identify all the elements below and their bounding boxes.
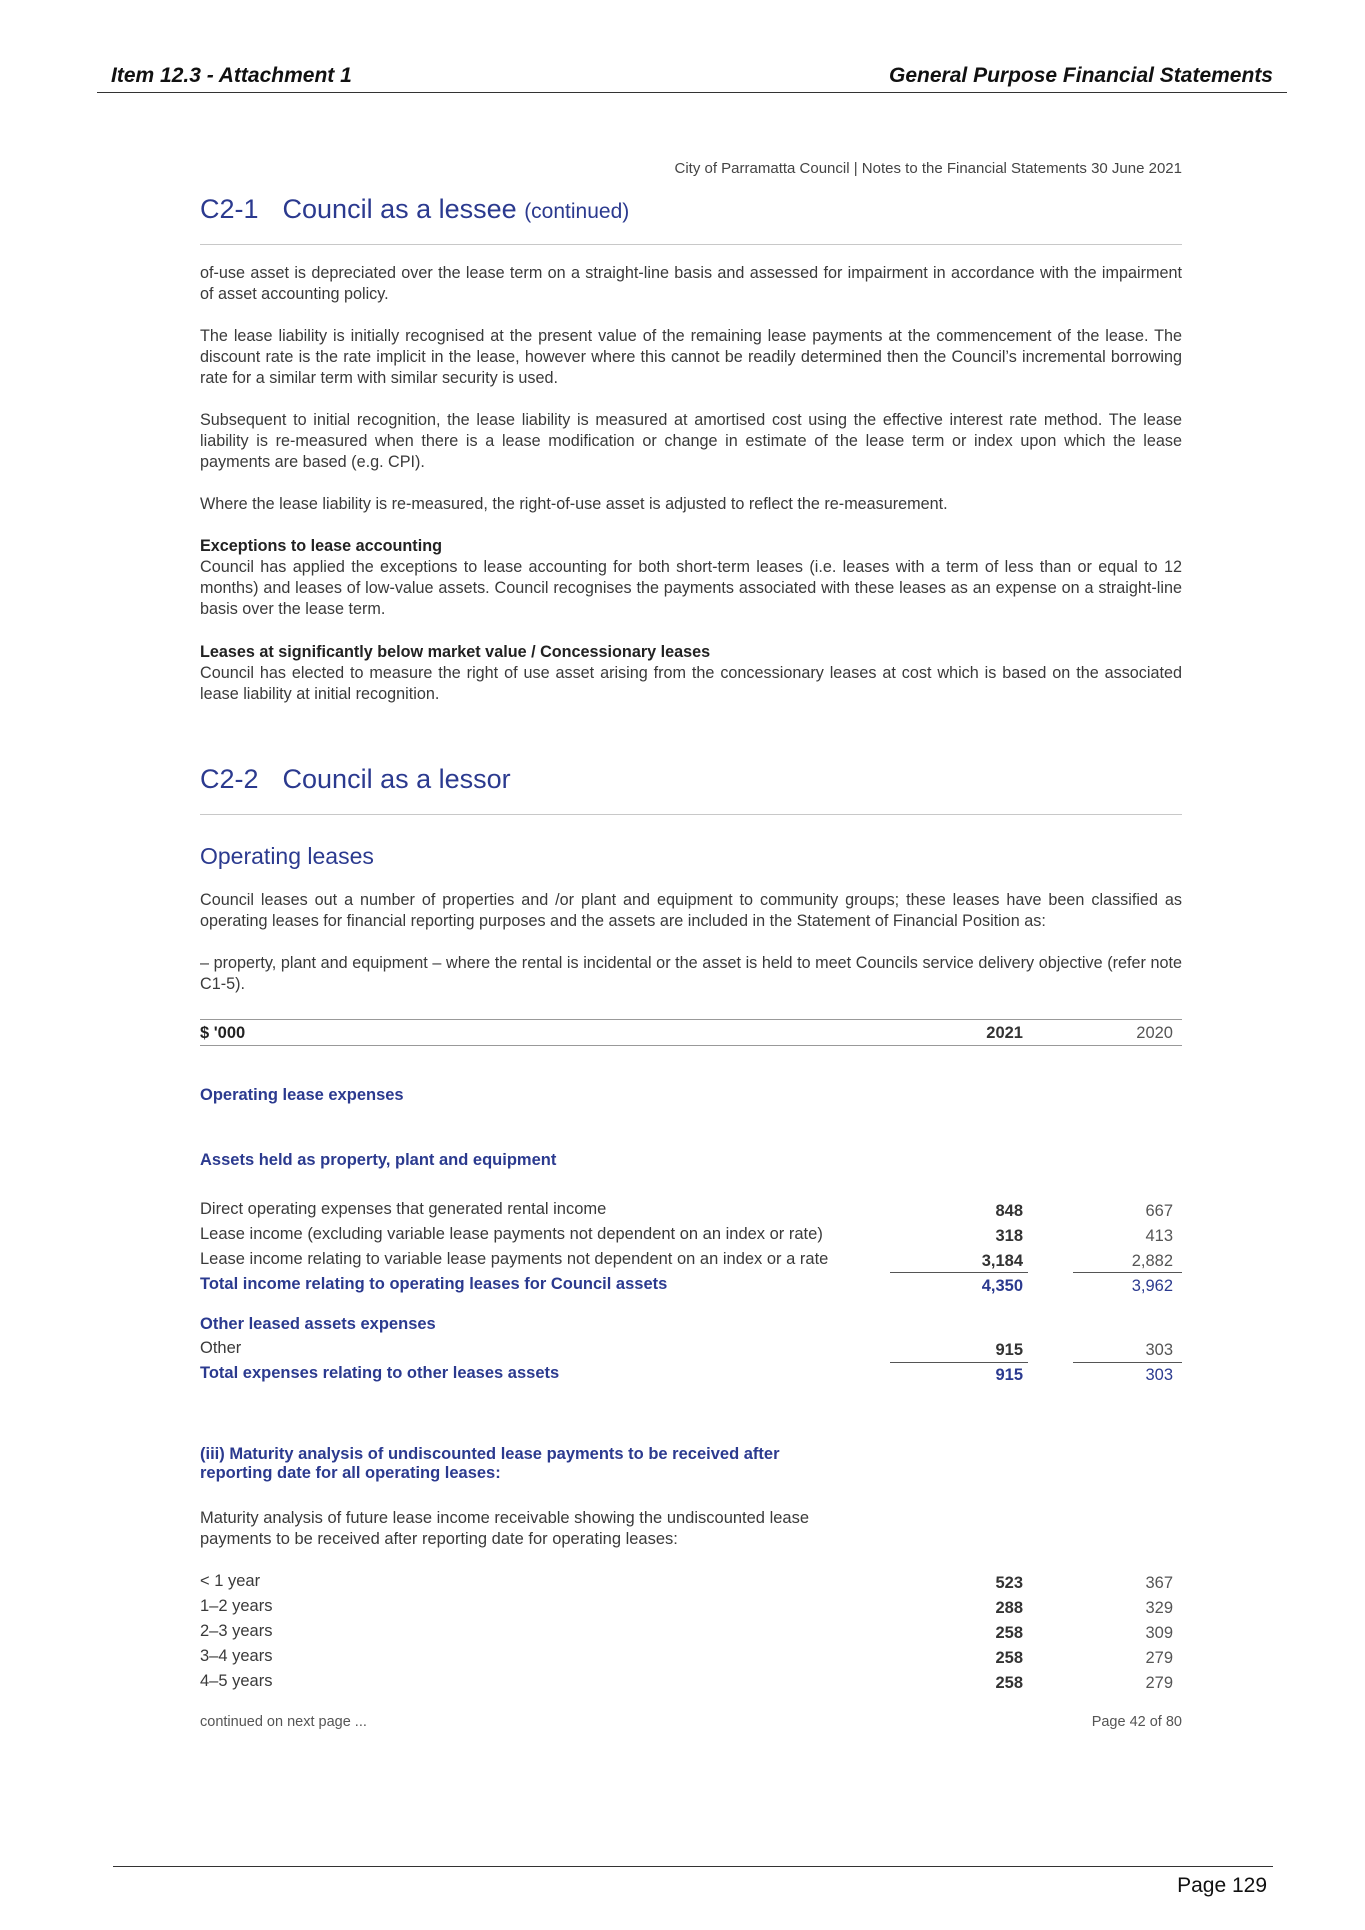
statement-title: General Purpose Financial Statements [889, 64, 1273, 87]
concessionary-block [200, 642, 1182, 705]
operating-leases-heading: Operating leases [200, 843, 374, 869]
maturity-heading-line: reporting date for all operating leases: [200, 1464, 501, 1482]
total-cell-2020: 3,962 [1131, 1277, 1173, 1295]
concessionary-heading: Leases at significantly below market value / Concessionary leases [200, 643, 711, 661]
maturity-row-label: < 1 year [200, 1572, 261, 1590]
total-cell-2020: 303 [1145, 1366, 1173, 1384]
table-cell-2020: 413 [1145, 1227, 1173, 1245]
total-cell-2021: 4,350 [981, 1277, 1023, 1295]
ppe-heading: Assets held as property, plant and equipment [200, 1151, 557, 1169]
page-number: Page 129 [1177, 1874, 1267, 1897]
section-heading-lessor [200, 764, 511, 795]
section-divider [200, 814, 1182, 815]
section-number: C2-2 [200, 764, 259, 794]
table-row-label: Lease income (excluding variable lease payments not dependent on an index or rate) [200, 1225, 823, 1243]
maturity-cell-2021: 523 [995, 1574, 1023, 1592]
table-cell-2020: 2,882 [1131, 1252, 1173, 1270]
maturity-cell-2021: 258 [995, 1624, 1023, 1642]
paragraph: The lease liability is initially recognised at the present value of the remaining lease payments at the commencement of the lease. The discount rate is the rate implicit in the lease, however where this cannot be readily determined then the Council’s incremental borrowing rate for a similar term with similar security is used. [200, 327, 1182, 387]
maturity-heading-line: (iii) Maturity analysis of undiscounted lease payments to be received after [200, 1445, 780, 1463]
subtotal-rule [890, 1272, 1028, 1273]
maturity-row-label: 4–5 years [200, 1672, 273, 1690]
section-title: Council as a lessee [282, 194, 517, 224]
concessionary-text: Council has elected to measure the right of use asset arising from the concessionary leases at cost which is based on the associated lease liability at initial recognition. [200, 664, 1182, 703]
page-of-label: Page 42 of 80 [1091, 1714, 1182, 1730]
table-row-label: Other [200, 1339, 242, 1357]
maturity-heading [200, 1445, 780, 1483]
column-header-2021: 2021 [986, 1024, 1023, 1042]
total-cell-2021: 915 [995, 1366, 1023, 1384]
total-row-label: Total income relating to operating leases for Council assets [200, 1275, 668, 1293]
section-divider [200, 244, 1182, 245]
subtotal-rule [1073, 1272, 1182, 1273]
section-heading-lessee [200, 194, 629, 225]
paragraph: Subsequent to initial recognition, the lease liability is measured at amortised cost using the effective interest rate method. The lease liability is re-measured when there is a lease modification or change in estimate of the lease term or index upon which the lease payments are based (e.g. CPI). [200, 411, 1182, 471]
table-cell-2020: 303 [1145, 1341, 1173, 1359]
section-title: Council as a lessor [282, 764, 511, 794]
paragraph: of-use asset is depreciated over the lease term on a straight-line basis and assessed for impairment in accordance with the impairment of asset accounting policy. [200, 264, 1182, 303]
section-number: C2-1 [200, 194, 259, 224]
unit-label: $ '000 [200, 1024, 246, 1042]
table-cell-2021: 915 [995, 1341, 1023, 1359]
table-cell-2021: 848 [995, 1202, 1023, 1220]
subtotal-rule [1073, 1362, 1182, 1363]
operating-lease-expenses-heading: Operating lease expenses [200, 1086, 404, 1104]
table-top-rule [200, 1019, 1182, 1020]
maturity-row-label: 3–4 years [200, 1647, 273, 1665]
maturity-row-label: 1–2 years [200, 1597, 273, 1615]
maturity-description-line: payments to be received after reporting date for operating leases: [200, 1530, 678, 1548]
exceptions-heading: Exceptions to lease accounting [200, 537, 442, 555]
paragraph: Council leases out a number of properties and /or plant and equipment to community groups; these leases have been classified as operating leases for financial reporting purposes and the assets are included in the Statement of Financial Position as: [200, 891, 1182, 930]
table-row-label: Direct operating expenses that generated rental income [200, 1200, 607, 1218]
paragraph: Where the lease liability is re-measured, the right-of-use asset is adjusted to reflect the re-measurement. [200, 495, 948, 513]
footer-divider [113, 1866, 1273, 1867]
maturity-row-label: 2–3 years [200, 1622, 273, 1640]
maturity-cell-2020: 329 [1145, 1599, 1173, 1617]
continued-label: (continued) [524, 200, 630, 223]
paragraph: – property, plant and equipment – where the rental is incidental or the asset is held to meet Councils service delivery objective (refer note C1-5). [200, 954, 1182, 993]
table-row-label: Lease income relating to variable lease payments not dependent on an index or a rate [200, 1250, 829, 1268]
maturity-cell-2021: 258 [995, 1674, 1023, 1692]
column-header-2020: 2020 [1136, 1024, 1173, 1042]
maturity-description-line: Maturity analysis of future lease income receivable showing the undiscounted lease [200, 1509, 810, 1527]
maturity-cell-2021: 288 [995, 1599, 1023, 1617]
subtotal-rule [890, 1362, 1028, 1363]
maturity-cell-2021: 258 [995, 1649, 1023, 1667]
table-header-rule [200, 1045, 1182, 1046]
document-title: City of Parramatta Council | Notes to the Financial Statements 30 June 2021 [674, 160, 1182, 177]
table-cell-2020: 667 [1145, 1202, 1173, 1220]
maturity-cell-2020: 279 [1145, 1649, 1173, 1667]
continued-note: continued on next page ... [200, 1714, 367, 1730]
table-cell-2021: 318 [995, 1227, 1023, 1245]
exceptions-block [200, 536, 1182, 620]
maturity-cell-2020: 309 [1145, 1624, 1173, 1642]
maturity-cell-2020: 367 [1145, 1574, 1173, 1592]
table-cell-2021: 3,184 [981, 1252, 1023, 1270]
total-row-label: Total expenses relating to other leases assets [200, 1364, 560, 1382]
exceptions-text: Council has applied the exceptions to lease accounting for both short-term leases (i.e. leases with a term of less than or equal to 12 months) and leases of low-value assets. Council recognises the payments associated with these leases as an expense on a straight-line basis over the lease term. [200, 558, 1182, 618]
attachment-label: Item 12.3 - Attachment 1 [111, 64, 352, 87]
maturity-description [200, 1508, 809, 1550]
header-divider [97, 92, 1287, 93]
maturity-cell-2020: 279 [1145, 1674, 1173, 1692]
other-leased-heading: Other leased assets expenses [200, 1315, 436, 1333]
